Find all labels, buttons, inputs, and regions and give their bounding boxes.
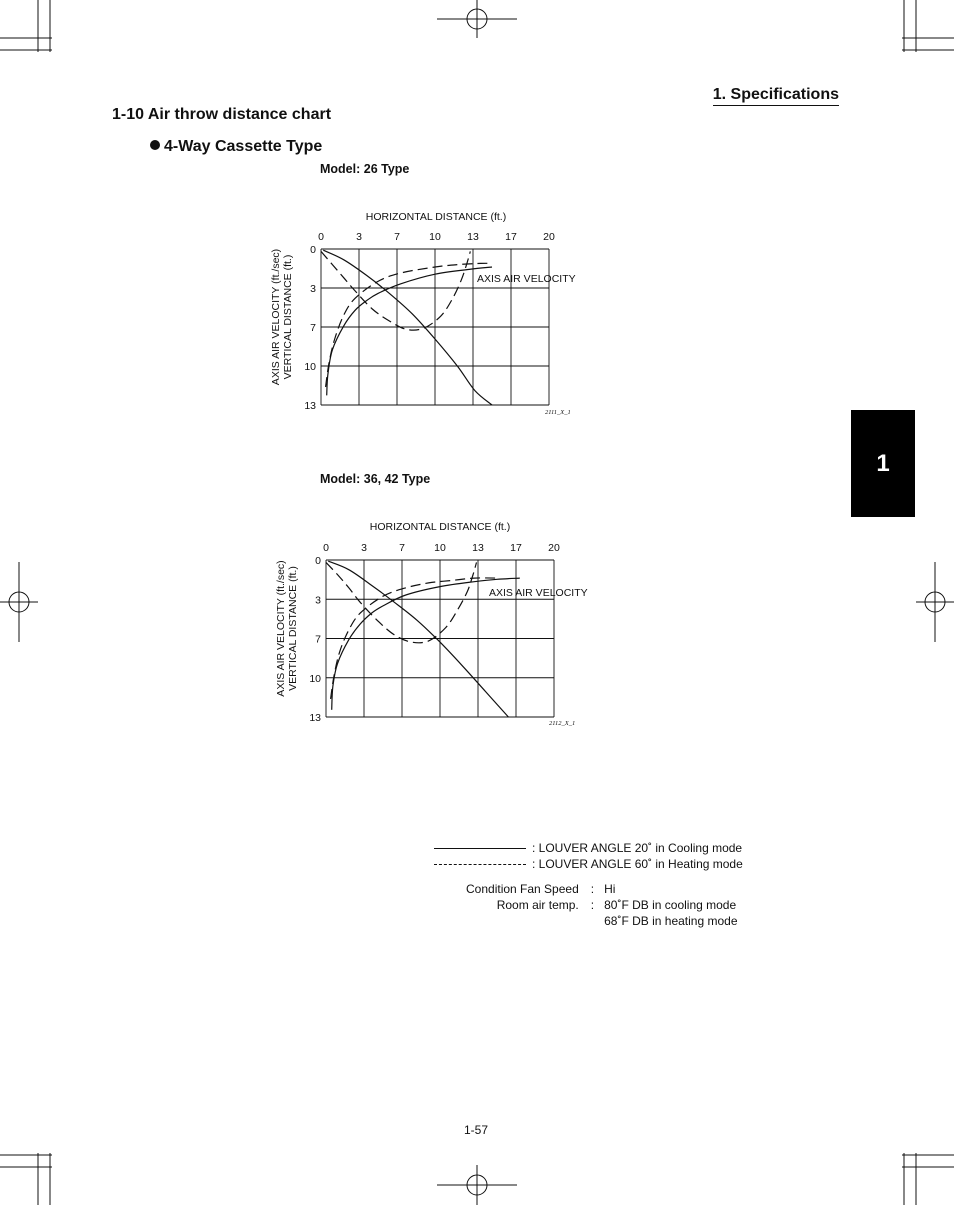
figure-code: 2111_X_1 xyxy=(545,409,571,416)
fan-speed-value: Hi xyxy=(604,882,616,896)
x-tick-label: 7 xyxy=(394,231,400,243)
x-tick-label: 3 xyxy=(361,542,367,554)
x-tick-label: 17 xyxy=(510,542,522,554)
x-tick-label: 10 xyxy=(434,542,446,554)
chart-2-model-label: Model: 36, 42 Type xyxy=(320,472,431,486)
x-tick-label: 20 xyxy=(548,542,560,554)
x-tick-label: 13 xyxy=(467,231,479,243)
legend-label-cooling: : LOUVER ANGLE 20˚ in Cooling mode xyxy=(532,841,743,855)
chart-annotation: AXIS AIR VELOCITY xyxy=(489,587,588,599)
x-tick-label: 13 xyxy=(472,542,484,554)
y-tick-label: 3 xyxy=(315,594,321,607)
conditions xyxy=(466,882,738,930)
fan-speed-label: Condition Fan Speed xyxy=(466,882,579,896)
figure-code: 2112_X_1 xyxy=(549,720,576,727)
y-axis-label: AXIS AIR VELOCITY (ft./sec) xyxy=(270,248,282,386)
y-tick-label: 7 xyxy=(310,322,316,334)
chart-annotation: AXIS AIR VELOCITY xyxy=(477,273,576,285)
series-dashed-3 xyxy=(321,251,470,330)
x-axis-label: HORIZONTAL DISTANCE (ft.) xyxy=(365,211,507,223)
series-dashed-2 xyxy=(326,263,492,387)
x-tick-label: 0 xyxy=(323,542,329,554)
y-tick-label: 0 xyxy=(315,555,321,567)
legend-solid-line xyxy=(434,848,526,849)
y-axis-label: VERTICAL DISTANCE (ft.) xyxy=(282,254,294,380)
subsection-title-text: 4-Way Cassette Type xyxy=(164,138,323,155)
room-temp-label: Room air temp. xyxy=(496,898,579,912)
y-axis-label: VERTICAL DISTANCE (ft.) xyxy=(287,566,299,691)
x-axis-label: HORIZONTAL DISTANCE (ft.) xyxy=(369,521,511,533)
y-tick-label: 0 xyxy=(310,244,316,256)
page-number: 1-57 xyxy=(464,1123,489,1137)
room-temp-cooling: 80˚F DB in cooling mode xyxy=(604,898,737,912)
room-temp-heating: 68˚F DB in heating mode xyxy=(604,914,738,928)
series-solid-0 xyxy=(323,250,492,405)
y-tick-label: 13 xyxy=(304,400,316,412)
y-tick-label: 10 xyxy=(304,361,316,373)
separator: : xyxy=(590,882,595,896)
y-tick-label: 3 xyxy=(310,283,316,295)
x-tick-label: 17 xyxy=(505,231,517,243)
series-dashed-3 xyxy=(326,562,477,642)
x-tick-label: 7 xyxy=(399,542,405,554)
chapter-tab: 1 xyxy=(851,410,915,517)
y-tick-label: 13 xyxy=(309,712,321,724)
y-tick-label: 7 xyxy=(315,633,321,646)
separator: : xyxy=(590,898,595,912)
chapter-title: 1. Specifications xyxy=(713,86,839,106)
chart-1-model-label: Model: 26 Type xyxy=(320,162,410,176)
x-tick-label: 3 xyxy=(356,231,362,243)
y-axis-label: AXIS AIR VELOCITY (ft./sec) xyxy=(275,560,287,697)
x-tick-label: 0 xyxy=(318,231,324,243)
legend-dashed-line xyxy=(434,864,526,865)
section-title: 1-10 Air throw distance chart xyxy=(112,106,332,123)
x-tick-label: 20 xyxy=(543,231,555,243)
y-tick-label: 10 xyxy=(309,672,321,685)
x-tick-label: 10 xyxy=(429,231,441,243)
legend-label-heating: : LOUVER ANGLE 60˚ in Heating mode xyxy=(532,857,743,871)
